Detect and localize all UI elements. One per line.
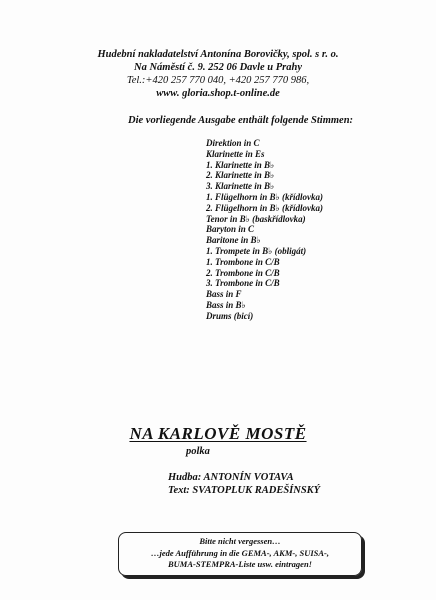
part-item: Drums (bicí) — [206, 310, 254, 321]
part-item: Baryton in C — [206, 224, 255, 235]
part-item: 3. Klarinette in B♭ — [206, 181, 275, 192]
publisher-name: Hudební nakladatelství Antonína Borovičky, spol. s r. o. — [97, 49, 339, 60]
part-item: Direktion in C — [206, 138, 260, 148]
parts-list — [206, 138, 323, 322]
part-item: Tenor in B♭ (baskřídlovka) — [206, 213, 306, 224]
publisher-website: www. gloria.shop.t-online.de — [156, 88, 280, 99]
piece-title: NA KARLOVĚ MOSTĚ — [129, 424, 307, 443]
part-item: Baritone in B♭ — [206, 235, 261, 246]
publisher-info — [0, 48, 436, 100]
publisher-address: Na Náměstí č. 9. 252 06 Davle u Prahy — [134, 62, 302, 73]
credits — [168, 472, 320, 497]
part-item: Bass in F — [206, 289, 242, 300]
reminder-line-1: Bitte nicht vergessen… — [199, 536, 281, 546]
piece-genre: polka — [186, 446, 210, 457]
composer-credit: Hudba: ANTONÍN VOTAVA — [168, 472, 294, 483]
part-item: 1. Klarinette in B♭ — [206, 159, 275, 170]
reminder-line-2: …jede Aufführung in die GEMA-, AKM-, SUISA-, — [151, 547, 329, 558]
reminder-line-3: BUMA-STEMPRA-Liste usw. eintragen! — [168, 559, 312, 569]
part-item: Klarinette in Es — [206, 148, 265, 159]
part-item: 2. Klarinette in B♭ — [206, 170, 275, 181]
parts-intro: Die vorliegende Ausgabe enthält folgende Stimmen: — [128, 115, 354, 126]
publisher-phone: Tel.:+420 257 770 040, +420 257 770 986, — [126, 75, 310, 86]
lyricist-credit: Text: SVATOPLUK RADEŠÍNSKÝ — [168, 484, 321, 496]
part-item: 2. Flügelhorn in B♭ (křídlovka) — [206, 202, 324, 213]
part-item: 1. Trompete in B♭ (obligát) — [206, 245, 307, 256]
part-item: 2. Trombone in C/B — [206, 267, 280, 278]
part-item: 1. Flügelhorn in B♭ (křídlovka) — [206, 191, 324, 202]
part-item: Bass in B♭ — [206, 299, 246, 310]
reminder-box — [118, 532, 362, 576]
part-item: 1. Trombone in C/B — [206, 256, 280, 267]
part-item: 3. Trombone in C/B — [206, 278, 280, 289]
